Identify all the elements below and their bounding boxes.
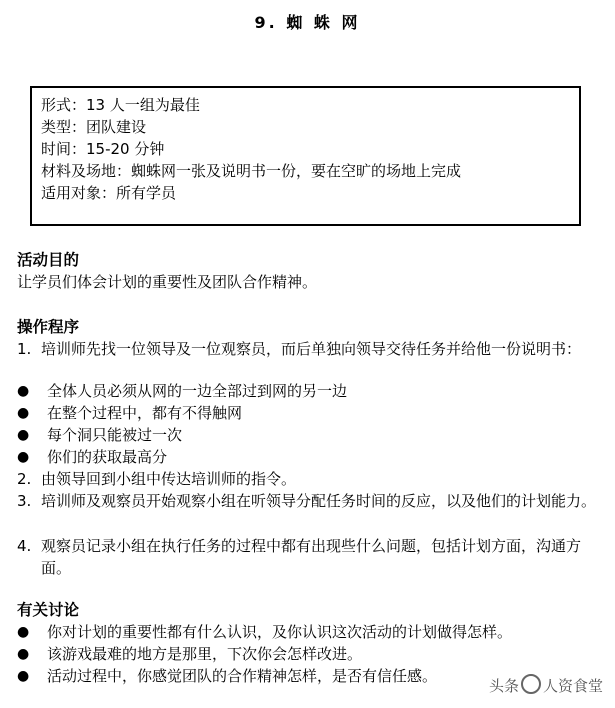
list-text: 每个洞只能被过一次: [47, 426, 183, 444]
list-text: 培训师先找一位领导及一位观察员，而后单独向领导交待任务并给他一份说明书：: [41, 340, 582, 358]
list-text: 在整个过程中，都有不得触网: [47, 404, 243, 422]
procedure-bullet: [17, 424, 602, 446]
goal-heading: 活动目的: [17, 251, 80, 269]
info-form: 形式：13 人一组为最佳: [41, 96, 200, 114]
info-materials: 材料及场地：蜘蛛网一张及说明书一份，要在空旷的场地上完成: [41, 162, 462, 180]
procedure-step-4: [17, 535, 602, 579]
procedure-bullet: [17, 446, 602, 468]
procedure-step-3: [17, 490, 602, 512]
watermark: [489, 674, 603, 696]
bullet-marker: ●: [17, 668, 30, 684]
list-text: 该游戏最难的地方是那里，下次你会怎样改进。: [47, 645, 363, 663]
bullet-marker: ●: [17, 449, 30, 465]
procedure-heading: 操作程序: [17, 318, 80, 336]
info-box: [30, 86, 581, 226]
at-icon: [521, 674, 541, 694]
procedure-step-1: [17, 338, 602, 360]
list-text: 活动过程中，你感觉团队的合作精神怎样，是否有信任感。: [47, 667, 438, 685]
watermark-prefix: 头条: [488, 677, 519, 695]
list-marker: 3.: [17, 492, 32, 510]
list-text: 你们的获取最高分: [47, 448, 168, 466]
procedure-step-2: [17, 468, 602, 490]
info-audience: 适用对象：所有学员: [41, 184, 177, 202]
list-text: 观察员记录小组在执行任务的过程中都有出现些什么问题，包括计划方面，沟通方面。: [41, 537, 582, 577]
procedure-bullet: [17, 402, 602, 424]
bullet-marker: ●: [17, 624, 30, 640]
info-type: 类型：团队建设: [41, 118, 147, 136]
info-time: 时间：15-20 分钟: [41, 140, 165, 158]
list-text: 培训师及观察员开始观察小组在听领导分配任务时间的反应，以及他们的计划能力。: [41, 492, 597, 510]
discussion-heading: 有关讨论: [17, 601, 80, 619]
list-text: 你对计划的重要性都有什么认识，及你认识这次活动的计划做得怎样。: [47, 623, 513, 641]
bullet-marker: ●: [17, 383, 30, 399]
list-marker: 1.: [17, 340, 32, 358]
discussion-bullet: [17, 643, 602, 665]
bullet-marker: ●: [17, 427, 30, 443]
page-title: 9. 蜘 蛛 网: [254, 13, 361, 32]
bullet-marker: ●: [17, 405, 30, 421]
discussion-bullet: [17, 621, 602, 643]
procedure-bullet: [17, 380, 602, 402]
list-marker: 4.: [17, 537, 32, 555]
goal-text: 让学员们体会计划的重要性及团队合作精神。: [17, 273, 318, 291]
bullet-marker: ●: [17, 646, 30, 662]
watermark-name: 人资食堂: [542, 677, 603, 695]
list-text: 由领导回到小组中传达培训师的指令。: [41, 470, 297, 488]
list-marker: 2.: [17, 470, 32, 488]
list-text: 全体人员必须从网的一边全部过到网的另一边: [47, 382, 348, 400]
